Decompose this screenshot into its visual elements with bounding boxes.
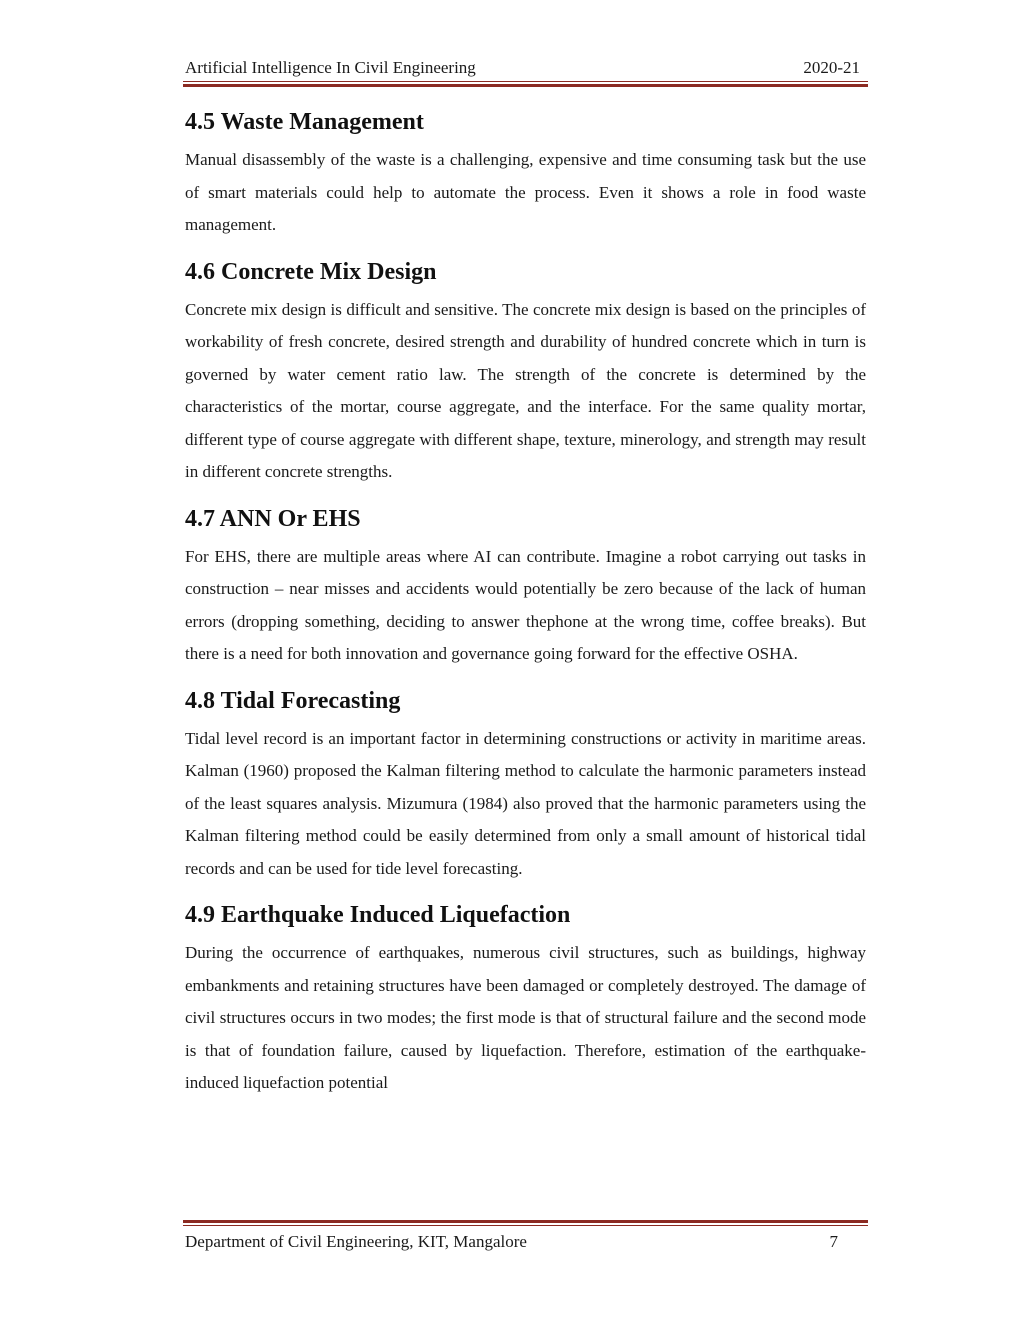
page-header	[185, 56, 866, 80]
header-year: 2020-21	[803, 58, 860, 77]
section-body: During the occurrence of earthquakes, numerous civil structures, such as buildings, highway embankments and retaining structures have been damaged or completely destroyed. The damage of civil structures occurs in two modes; the first mode is that of structural failure and the second mode is that of foundation failure, caused by liquefaction. Therefore, estimation of the earthquake-induced liquefaction potential	[185, 943, 866, 1092]
section-heading: 4.7 ANN Or EHS	[185, 505, 361, 532]
page-footer	[185, 1230, 866, 1254]
section-concrete-mix-design	[185, 254, 866, 489]
section-body: Concrete mix design is difficult and sensitive. The concrete mix design is based on the principles of workability of fresh concrete, desired strength and durability of hundred concrete which in turn is governed by water cement ratio law. The strength of the concrete is determined by the characteristics of the mortar, course aggregate, and the interface. For the same quality mortar, different type of course aggregate with different shape, texture, minerology, and strength may result in different concrete strengths.	[185, 299, 866, 481]
section-heading: 4.8 Tidal Forecasting	[185, 687, 401, 714]
section-tidal-forecasting	[185, 683, 866, 886]
page-content	[185, 104, 866, 1112]
footer-department: Department of Civil Engineering, KIT, Mangalore	[185, 1232, 527, 1251]
header-rule-thin	[183, 81, 868, 82]
section-body: Tidal level record is an important factor in determining constructions or activity in maritime areas. Kalman (1960) proposed the Kalman filtering method to calculate the harmonic parameters instead of the least squares analysis. Mizumura (1984) also proved that the harmonic parameters using the Kalman filtering method could be easily determined from only a small amount of historical tidal records and can be used for tide level forecasting.	[185, 728, 866, 878]
section-ann-or-ehs	[185, 501, 866, 671]
header-title: Artificial Intelligence In Civil Engineering	[185, 58, 476, 77]
page-number: 7	[829, 1232, 838, 1251]
header-rule-thick	[183, 84, 868, 87]
footer-rule-thin	[183, 1225, 868, 1226]
section-earthquake-liquefaction	[185, 897, 866, 1100]
section-waste-management	[185, 104, 866, 242]
section-heading: 4.6 Concrete Mix Design	[185, 258, 437, 285]
section-heading: 4.5 Waste Management	[185, 109, 424, 135]
section-body: Manual disassembly of the waste is a challenging, expensive and time consuming task but the use of smart materials could help to automate the process. Even it shows a role in food waste management.	[185, 150, 866, 234]
section-body: For EHS, there are multiple areas where AI can contribute. Imagine a robot carrying out tasks in construction – near misses and accidents would potentially be zero because of the lack of human errors (dropping something, deciding to answer thephone at the wrong time, coffee breaks). But there is a need for both innovation and governance going forward for the effective OSHA.	[185, 546, 866, 663]
section-heading: 4.9 Earthquake Induced Liquefaction	[185, 902, 571, 928]
footer-rule-thick	[183, 1220, 868, 1223]
